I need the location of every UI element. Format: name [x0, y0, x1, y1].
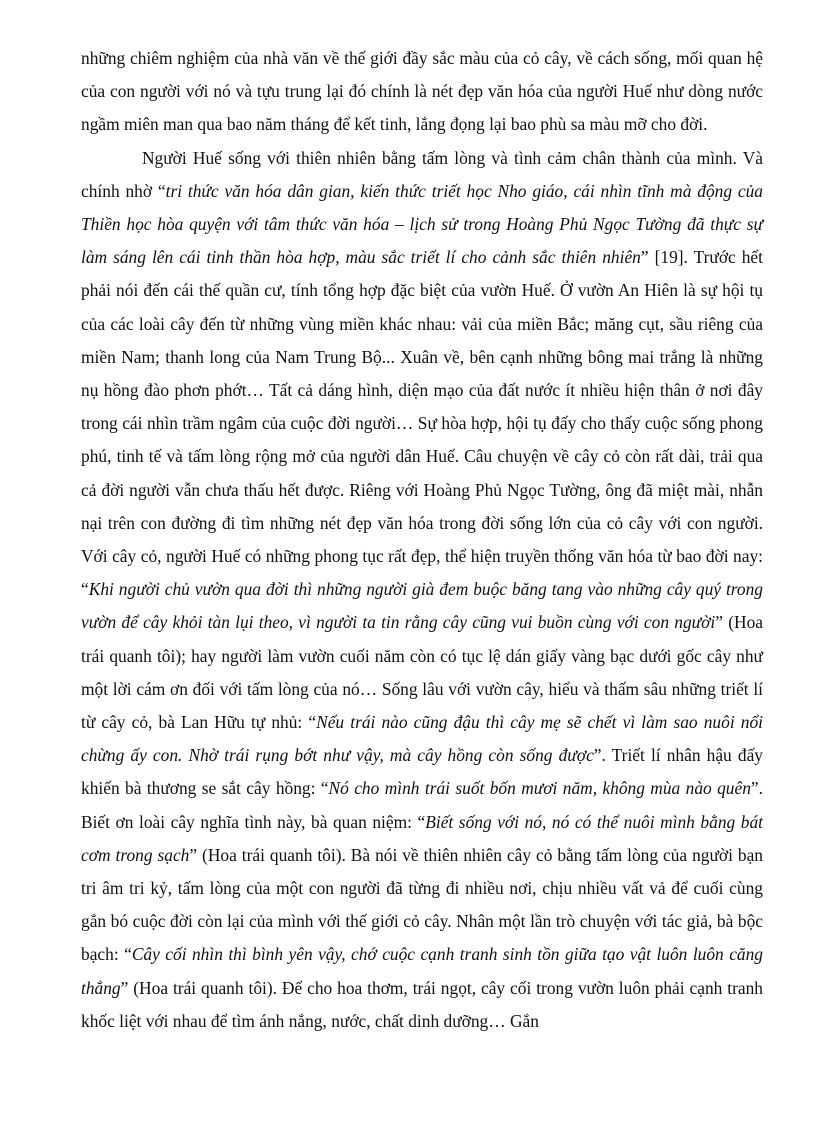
text-run: Người Huế sống với thiên nhiên bằng tấm lòng và tình cảm chân thành của mình. Và chính nhờ “: [81, 147, 763, 201]
text-run: ” (Hoa trái quanh tôi); hay người làm vườn cuối năm còn có tục lệ dán giấy vàng bạc dưới gốc cây như một lời cám ơn đối với tấm lòng của nó… Sống lâu với vườn cây, hiểu và thấm sâu những triết lí từ cây cỏ, bà Lan Hữu tự nhủ: “: [81, 612, 763, 733]
quote-3: Nếu trái nào cũng đậu thì cây mẹ sẽ chết vì làm sao nuôi nổi chừng ấy con. Nhờ trái rụng bớt như vậy, mà cây hồng còn sống được: [81, 712, 763, 766]
paragraph-2: [81, 142, 763, 1038]
text-run: ” [19]. Trước hết phải nói đến cái thế quần cư, tính tổng hợp đặc biệt của vườn Huế. Ở vườn An Hiên là sự hội tụ của các loài cây đến từ những vùng miền khác nhau: vải của miền Bắc; măng cụt, sầu riêng của miền Nam; thanh long của Nam Trung Bộ... Xuân về, bên cạnh những bông mai trắng là những nụ hồng đào phơn phớt… Tất cả dáng hình, diện mạo của đất nước ít nhiều hiện thân ở nơi đây trong cái nhìn trầm ngâm của cuộc đời người… Sự hòa hợp, hội tụ đấy cho thấy cuộc sống phong phú, tinh tế và tấm lòng rộng mở của người dân Huế. Câu chuyện về cây cỏ còn rất dài, trải qua cả đời người vẫn chưa thấu hết được. Riêng với Hoàng Phủ Ngọc Tường, ông đã miệt mài, nhẫn nại trên con đường đi tìm những nét đẹp văn hóa trong đời sống lớn của cỏ cây với con người. Với cây cỏ, người Huế có những phong tục rất đẹp, thể hiện truyền thống văn hóa từ bao đời nay: “: [81, 247, 763, 600]
quote-6: Cây cối nhìn thì bình yên vậy, chớ cuộc cạnh tranh sinh tồn giữa tạo vật luôn luôn căng thẳng: [81, 944, 763, 998]
quote-4: Nó cho mình trái suốt bốn mươi năm, không mùa nào quên: [328, 778, 751, 799]
paragraph-1: những chiêm nghiệm của nhà văn về thế giới đầy sắc màu của cỏ cây, về cách sống, mối quan hệ của con người với nó và tựu trung lại đó chính là nét đẹp văn hóa của người Huế như dòng nước ngầm miên man qua bao năm tháng để kết tinh, lắng đọng lại bao phù sa màu mỡ cho đời.: [81, 48, 763, 135]
text-run: ” (Hoa trái quanh tôi). Bà nói về thiên nhiên cây cỏ bằng tấm lòng của người bạn tri âm tri kỷ, tấm lòng của một con người đã từng đi nhiều nơi, chịu nhiều vất vả để cuối cùng gắn bó cuộc đời còn lại của mình với thế giới cỏ cây. Nhân một lần trò chuyện với tác giả, bà bộc bạch: “: [81, 844, 763, 965]
quote-5: Biết sống với nó, nó có thể nuôi mình bằng bát cơm trong sạch: [81, 811, 763, 865]
text-run: ”. Triết lí nhân hậu đấy khiến bà thương se sắt cây hồng: “: [81, 745, 763, 799]
document-page: [81, 42, 763, 1038]
text-run: ” (Hoa trái quanh tôi). Để cho hoa thơm, trái ngọt, cây cối trong vườn luôn phải cạnh tranh khốc liệt với nhau để tìm ánh nắng, nước, chất dinh dưỡng… Gắn: [81, 977, 763, 1031]
quote-2: Khi người chủ vườn qua đời thì những người già đem buộc băng tang vào những cây quý trong vườn để cây khỏi tàn lụi theo, vì người ta tin rằng cây cũng vui buồn cùng với con người: [81, 579, 763, 633]
quote-1: tri thức văn hóa dân gian, kiến thức triết học Nho giáo, cái nhìn tĩnh mà động của Thiền học hòa quyện với tâm thức văn hóa – lịch sử trong Hoàng Phủ Ngọc Tường đã thực sự làm sáng lên cái tinh thần hòa hợp, màu sắc triết lí cho cảnh sắc thiên nhiên: [81, 180, 763, 268]
text-run: ”. Biết ơn loài cây nghĩa tình này, bà quan niệm: “: [81, 778, 763, 832]
